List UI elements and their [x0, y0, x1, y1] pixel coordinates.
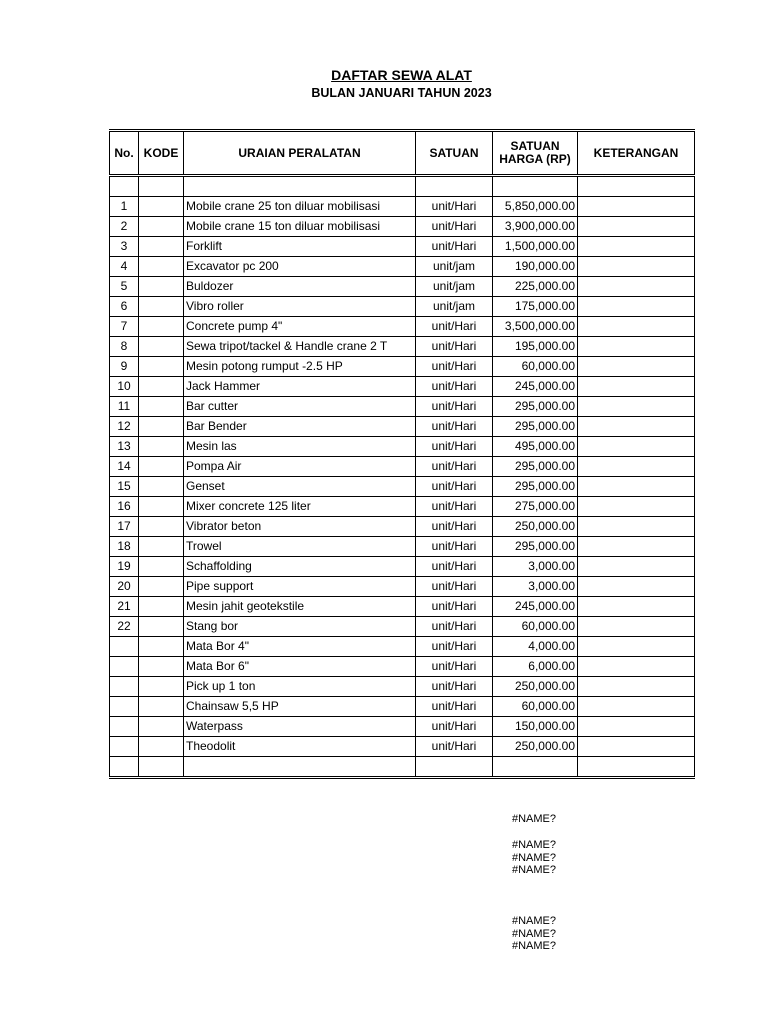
cell-kode	[139, 397, 184, 417]
document-subtitle: BULAN JANUARI TAHUN 2023	[311, 86, 492, 100]
cell-kode	[139, 537, 184, 557]
table-row	[110, 297, 695, 317]
cell-uraian: Bar Bender	[184, 417, 416, 437]
cell-uraian: Vibrator beton	[184, 517, 416, 537]
cell-no: 14	[110, 457, 139, 477]
cell-harga: 250,000.00	[493, 677, 578, 697]
cell-keterangan	[578, 457, 695, 477]
cell-harga: 495,000.00	[493, 437, 578, 457]
table-row	[110, 237, 695, 257]
cell-uraian: Sewa tripot/tackel & Handle crane 2 T	[184, 337, 416, 357]
notes-group-1	[512, 813, 556, 826]
cell-harga: 190,000.00	[493, 257, 578, 277]
cell-no	[110, 737, 139, 757]
cell-satuan	[416, 757, 493, 778]
cell-kode	[139, 637, 184, 657]
cell-harga: 6,000.00	[493, 657, 578, 677]
cell-harga: 5,850,000.00	[493, 197, 578, 217]
document-title: DAFTAR SEWA ALAT	[331, 67, 472, 83]
cell-kode	[139, 237, 184, 257]
cell-uraian: Buldozer	[184, 277, 416, 297]
cell-satuan: unit/Hari	[416, 477, 493, 497]
table-row	[110, 277, 695, 297]
cell-uraian: Mixer concrete 125 liter	[184, 497, 416, 517]
cell-harga: 245,000.00	[493, 597, 578, 617]
cell-uraian: Mata Bor 4"	[184, 637, 416, 657]
cell-no: 22	[110, 617, 139, 637]
cell-kode	[139, 737, 184, 757]
cell-keterangan	[578, 397, 695, 417]
cell-uraian: Bar cutter	[184, 397, 416, 417]
cell-uraian: Theodolit	[184, 737, 416, 757]
cell-harga: 3,500,000.00	[493, 317, 578, 337]
cell-uraian: Jack Hammer	[184, 377, 416, 397]
cell-keterangan	[578, 497, 695, 517]
cell-uraian: Pick up 1 ton	[184, 677, 416, 697]
cell-keterangan	[578, 357, 695, 377]
cell-kode	[139, 757, 184, 778]
table-row	[110, 457, 695, 477]
cell-harga: 275,000.00	[493, 497, 578, 517]
cell-uraian: Schaffolding	[184, 557, 416, 577]
cell-keterangan	[578, 337, 695, 357]
cell-keterangan	[578, 297, 695, 317]
header-no: No.	[110, 131, 139, 176]
cell-satuan: unit/Hari	[416, 657, 493, 677]
cell-keterangan	[578, 637, 695, 657]
table-row	[110, 677, 695, 697]
cell-harga: 295,000.00	[493, 477, 578, 497]
cell-satuan: unit/Hari	[416, 197, 493, 217]
cell-satuan: unit/Hari	[416, 637, 493, 657]
cell-kode	[139, 357, 184, 377]
cell-kode	[139, 417, 184, 437]
cell-kode	[139, 317, 184, 337]
cell-satuan: unit/Hari	[416, 537, 493, 557]
header-kode: KODE	[139, 131, 184, 176]
cell-keterangan	[578, 557, 695, 577]
cell-harga: 250,000.00	[493, 517, 578, 537]
cell-uraian: Concrete pump 4"	[184, 317, 416, 337]
cell-kode	[139, 517, 184, 537]
cell-keterangan	[578, 237, 695, 257]
cell-harga: 3,000.00	[493, 577, 578, 597]
cell-kode	[139, 617, 184, 637]
cell-satuan: unit/Hari	[416, 377, 493, 397]
cell-harga: 60,000.00	[493, 697, 578, 717]
cell-no: 20	[110, 577, 139, 597]
table-row	[110, 357, 695, 377]
cell-uraian: Genset	[184, 477, 416, 497]
cell-harga: 60,000.00	[493, 357, 578, 377]
cell-kode	[139, 176, 184, 197]
cell-kode	[139, 497, 184, 517]
notes-group-3	[512, 915, 556, 953]
cell-satuan: unit/Hari	[416, 557, 493, 577]
cell-no: 21	[110, 597, 139, 617]
cell-keterangan	[578, 317, 695, 337]
cell-no: 13	[110, 437, 139, 457]
equipment-rental-table	[109, 129, 695, 779]
table-row	[110, 537, 695, 557]
cell-uraian: Trowel	[184, 537, 416, 557]
cell-kode	[139, 477, 184, 497]
table-row	[110, 697, 695, 717]
cell-no	[110, 757, 139, 778]
cell-satuan: unit/jam	[416, 297, 493, 317]
table-row	[110, 317, 695, 337]
cell-no	[110, 176, 139, 197]
cell-no: 16	[110, 497, 139, 517]
cell-uraian: Mesin las	[184, 437, 416, 457]
table-row	[110, 517, 695, 537]
cell-satuan: unit/Hari	[416, 597, 493, 617]
table-row	[110, 577, 695, 597]
cell-harga: 1,500,000.00	[493, 237, 578, 257]
cell-kode	[139, 457, 184, 477]
cell-keterangan	[578, 257, 695, 277]
cell-no	[110, 717, 139, 737]
cell-harga: 195,000.00	[493, 337, 578, 357]
cell-no	[110, 677, 139, 697]
cell-uraian: Forklift	[184, 237, 416, 257]
cell-no: 12	[110, 417, 139, 437]
cell-satuan: unit/Hari	[416, 217, 493, 237]
table-row	[110, 337, 695, 357]
cell-keterangan	[578, 617, 695, 637]
cell-satuan: unit/Hari	[416, 697, 493, 717]
cell-uraian: Chainsaw 5,5 HP	[184, 697, 416, 717]
cell-satuan: unit/Hari	[416, 457, 493, 477]
cell-harga: 4,000.00	[493, 637, 578, 657]
cell-no: 8	[110, 337, 139, 357]
cell-kode	[139, 657, 184, 677]
cell-uraian	[184, 176, 416, 197]
cell-kode	[139, 257, 184, 277]
table-row	[110, 737, 695, 757]
cell-no: 3	[110, 237, 139, 257]
cell-satuan: unit/Hari	[416, 577, 493, 597]
table-row	[110, 377, 695, 397]
cell-uraian: Mesin potong rumput -2.5 HP	[184, 357, 416, 377]
header-satuan: SATUAN	[416, 131, 493, 176]
cell-satuan: unit/Hari	[416, 717, 493, 737]
cell-keterangan	[578, 197, 695, 217]
cell-kode	[139, 337, 184, 357]
cell-satuan: unit/Hari	[416, 517, 493, 537]
cell-harga: 245,000.00	[493, 377, 578, 397]
cell-keterangan	[578, 477, 695, 497]
cell-kode	[139, 377, 184, 397]
cell-satuan: unit/Hari	[416, 497, 493, 517]
note-line: #NAME?	[512, 813, 557, 825]
header-keterangan: KETERANGAN	[578, 131, 695, 176]
cell-kode	[139, 597, 184, 617]
cell-satuan: unit/Hari	[416, 437, 493, 457]
cell-satuan: unit/Hari	[416, 317, 493, 337]
cell-harga	[493, 176, 578, 197]
table-row	[110, 657, 695, 677]
cell-no: 4	[110, 257, 139, 277]
cell-uraian: Vibro roller	[184, 297, 416, 317]
cell-harga: 295,000.00	[493, 417, 578, 437]
cell-harga: 150,000.00	[493, 717, 578, 737]
cell-no: 1	[110, 197, 139, 217]
table-header-row	[110, 131, 695, 176]
notes-group-2	[512, 839, 556, 877]
cell-keterangan	[578, 217, 695, 237]
cell-harga: 295,000.00	[493, 537, 578, 557]
cell-kode	[139, 197, 184, 217]
cell-satuan: unit/Hari	[416, 337, 493, 357]
cell-harga: 3,000.00	[493, 557, 578, 577]
table-row	[110, 397, 695, 417]
cell-harga: 250,000.00	[493, 737, 578, 757]
cell-no: 11	[110, 397, 139, 417]
cell-keterangan	[578, 657, 695, 677]
cell-no: 10	[110, 377, 139, 397]
cell-kode	[139, 557, 184, 577]
cell-satuan: unit/jam	[416, 257, 493, 277]
cell-satuan: unit/Hari	[416, 617, 493, 637]
cell-keterangan	[578, 537, 695, 557]
cell-no: 5	[110, 277, 139, 297]
cell-uraian: Mobile crane 15 ton diluar mobilisasi	[184, 217, 416, 237]
cell-no: 6	[110, 297, 139, 317]
cell-kode	[139, 297, 184, 317]
cell-harga: 175,000.00	[493, 297, 578, 317]
cell-keterangan	[578, 577, 695, 597]
cell-uraian: Waterpass	[184, 717, 416, 737]
table-row	[110, 176, 695, 197]
note-line: #NAME?	[512, 839, 557, 851]
cell-no: 7	[110, 317, 139, 337]
cell-harga: 3,900,000.00	[493, 217, 578, 237]
cell-uraian: Stang bor	[184, 617, 416, 637]
note-line: #NAME?	[512, 927, 557, 940]
cell-keterangan	[578, 757, 695, 778]
cell-keterangan	[578, 677, 695, 697]
cell-keterangan	[578, 517, 695, 537]
cell-no: 2	[110, 217, 139, 237]
cell-keterangan	[578, 737, 695, 757]
cell-satuan: unit/Hari	[416, 237, 493, 257]
table-row	[110, 597, 695, 617]
cell-no: 9	[110, 357, 139, 377]
cell-harga: 295,000.00	[493, 457, 578, 477]
cell-kode	[139, 717, 184, 737]
cell-kode	[139, 437, 184, 457]
cell-satuan	[416, 176, 493, 197]
cell-no	[110, 697, 139, 717]
cell-no: 19	[110, 557, 139, 577]
cell-keterangan	[578, 437, 695, 457]
cell-no: 17	[110, 517, 139, 537]
cell-kode	[139, 577, 184, 597]
cell-uraian: Mesin jahit geotekstile	[184, 597, 416, 617]
table-row	[110, 637, 695, 657]
cell-keterangan	[578, 377, 695, 397]
table-row	[110, 197, 695, 217]
cell-no: 15	[110, 477, 139, 497]
cell-kode	[139, 677, 184, 697]
cell-satuan: unit/Hari	[416, 397, 493, 417]
cell-uraian: Excavator pc 200	[184, 257, 416, 277]
cell-satuan: unit/Hari	[416, 357, 493, 377]
cell-satuan: unit/Hari	[416, 737, 493, 757]
header-harga: SATUAN HARGA (RP)	[493, 131, 578, 176]
cell-satuan: unit/jam	[416, 277, 493, 297]
cell-keterangan	[578, 597, 695, 617]
table-row	[110, 257, 695, 277]
cell-harga: 295,000.00	[493, 397, 578, 417]
table-row	[110, 217, 695, 237]
cell-harga	[493, 757, 578, 778]
note-line: #NAME?	[512, 864, 557, 876]
cell-uraian: Pompa Air	[184, 457, 416, 477]
note-line: #NAME?	[512, 851, 557, 864]
cell-keterangan	[578, 717, 695, 737]
table-body	[110, 176, 695, 778]
table-row	[110, 557, 695, 577]
note-line: #NAME?	[512, 940, 557, 952]
table-row	[110, 757, 695, 778]
cell-uraian: Mobile crane 25 ton diluar mobilisasi	[184, 197, 416, 217]
table-row	[110, 497, 695, 517]
table-row	[110, 477, 695, 497]
table-row	[110, 417, 695, 437]
cell-keterangan	[578, 277, 695, 297]
cell-uraian: Mata Bor 6"	[184, 657, 416, 677]
cell-uraian: Pipe support	[184, 577, 416, 597]
cell-no	[110, 637, 139, 657]
cell-keterangan	[578, 417, 695, 437]
cell-kode	[139, 277, 184, 297]
cell-no: 18	[110, 537, 139, 557]
cell-no	[110, 657, 139, 677]
cell-keterangan	[578, 697, 695, 717]
cell-satuan: unit/Hari	[416, 677, 493, 697]
cell-harga: 225,000.00	[493, 277, 578, 297]
table-row	[110, 717, 695, 737]
cell-keterangan	[578, 176, 695, 197]
cell-satuan: unit/Hari	[416, 417, 493, 437]
header-uraian: URAIAN PERALATAN	[184, 131, 416, 176]
cell-harga: 60,000.00	[493, 617, 578, 637]
note-line-bold: #NAME?	[512, 915, 557, 927]
cell-kode	[139, 697, 184, 717]
table-row	[110, 437, 695, 457]
cell-kode	[139, 217, 184, 237]
cell-uraian	[184, 757, 416, 778]
table-row	[110, 617, 695, 637]
